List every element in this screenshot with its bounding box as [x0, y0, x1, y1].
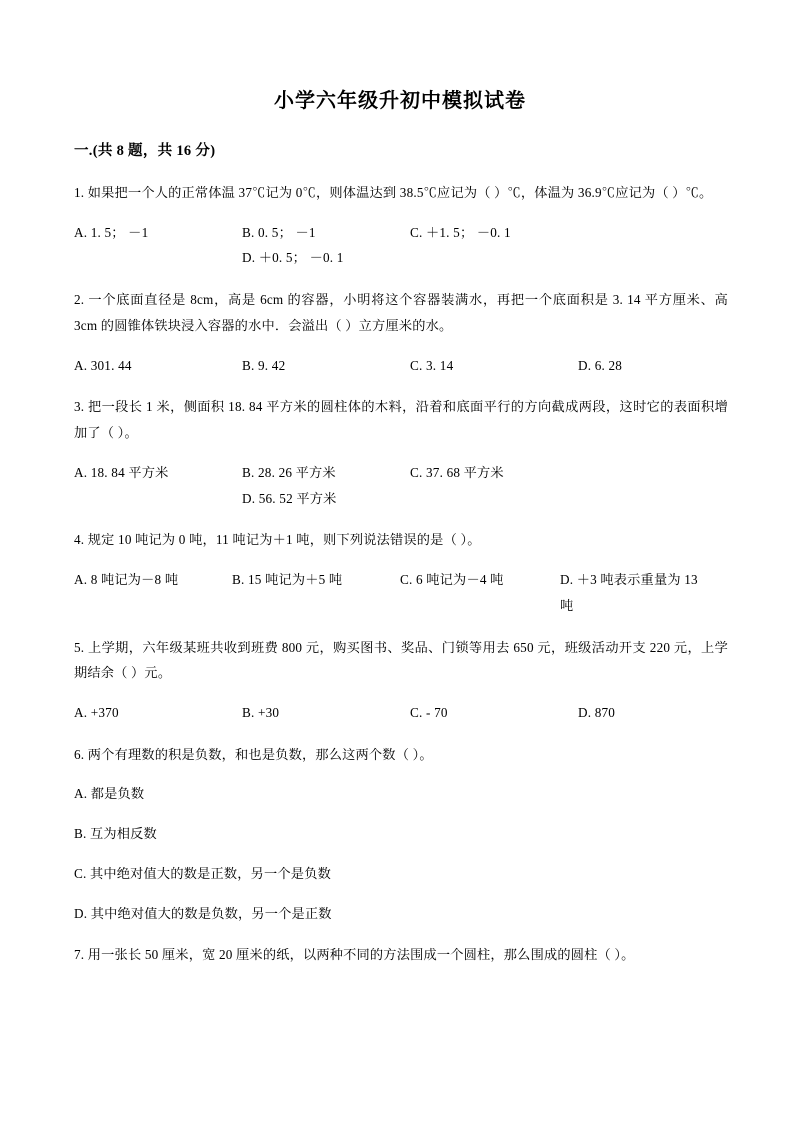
- option-a[interactable]: A. +370: [74, 705, 119, 721]
- question-text: 4. 规定 10 吨记为 0 吨，11 吨记为＋1 吨，则下列说法错误的是（ ）。: [74, 532, 481, 548]
- option-a[interactable]: A. 301. 44: [74, 357, 132, 373]
- option-d[interactable]: D. 56. 52 平方米: [242, 490, 337, 506]
- option-d[interactable]: D. ＋0. 5； －0. 1: [242, 250, 344, 266]
- question-options: [74, 781, 728, 926]
- question-block: [72, 287, 728, 378]
- question-text: 6. 两个有理数的积是负数，和也是负数，那么这两个数（ ）。: [74, 746, 433, 762]
- question-block: [72, 180, 728, 271]
- question-text: 2. 一个底面直径是 8cm，高是 6cm 的容器，小明将这个容器装满水，再把一个底面积是 3. 14 平方厘米、高 3cm 的圆锥体铁块浸入容器的水中．会溢出（ ）立方厘米的水。: [74, 292, 728, 333]
- option-d[interactable]: D. ＋3 吨表示重量为 13 吨: [560, 572, 698, 613]
- option-d[interactable]: D. 6. 28: [578, 357, 623, 373]
- question-block: [72, 394, 728, 511]
- question-options: [74, 460, 728, 511]
- option-a[interactable]: A. 1. 5； －1: [74, 224, 149, 240]
- option-d[interactable]: D. 其中绝对值大的数是负数，另一个是正数: [74, 905, 332, 921]
- question-options: [74, 567, 728, 618]
- question-block: [72, 527, 728, 618]
- question-options: [74, 220, 728, 271]
- option-c[interactable]: C. ＋1. 5； －0. 1: [410, 224, 511, 240]
- option-c[interactable]: C. 3. 14: [410, 357, 454, 373]
- option-b[interactable]: B. 15 吨记为＋5 吨: [232, 572, 343, 588]
- question-options: [74, 353, 728, 379]
- option-c[interactable]: C. 6 吨记为－4 吨: [400, 572, 504, 588]
- option-a[interactable]: A. 8 吨记为－8 吨: [74, 572, 179, 588]
- question-block: [72, 742, 728, 927]
- section-heading: 一.(共 8 题，共 16 分): [74, 143, 216, 159]
- question-text: 5. 上学期，六年级某班共收到班费 800 元，购买图书、奖品、门锁等用去 650 元，班级活动开支 220 元，上学期结余（ ）元。: [74, 639, 728, 681]
- question-block: [72, 635, 728, 726]
- option-b[interactable]: B. +30: [242, 705, 280, 721]
- option-c[interactable]: C. 其中绝对值大的数是正数，另一个是负数: [74, 865, 331, 881]
- question-options: [74, 700, 728, 726]
- option-d[interactable]: D. 870: [578, 705, 616, 721]
- option-b[interactable]: B. 0. 5； －1: [242, 224, 316, 240]
- option-a[interactable]: A. 都是负数: [74, 786, 145, 802]
- option-b[interactable]: B. 互为相反数: [74, 826, 157, 842]
- question-block: [72, 942, 728, 968]
- option-c[interactable]: C. 37. 68 平方米: [410, 464, 504, 480]
- option-b[interactable]: B. 9. 42: [242, 357, 286, 373]
- question-text: 7. 用一张长 50 厘米，宽 20 厘米的纸，以两种不同的方法围成一个圆柱，那么围成的圆柱（ ）。: [74, 947, 635, 963]
- option-c[interactable]: C. - 70: [410, 705, 448, 721]
- option-a[interactable]: A. 18. 84 平方米: [74, 464, 169, 480]
- question-text: 1. 如果把一个人的正常体温 37℃记为 0℃，则体温达到 38.5℃应记为（ ）℃，体温为 36.9℃应记为（ ）℃。: [74, 185, 713, 200]
- option-b[interactable]: B. 28. 26 平方米: [242, 464, 336, 480]
- question-text: 3. 把一段长 1 米，侧面积 18. 84 平方米的圆柱体的木料，沿着和底面平行的方向截成两段，这时它的表面积增加了（ ）。: [74, 399, 728, 441]
- page-title: 小学六年级升初中模拟试卷: [274, 90, 526, 112]
